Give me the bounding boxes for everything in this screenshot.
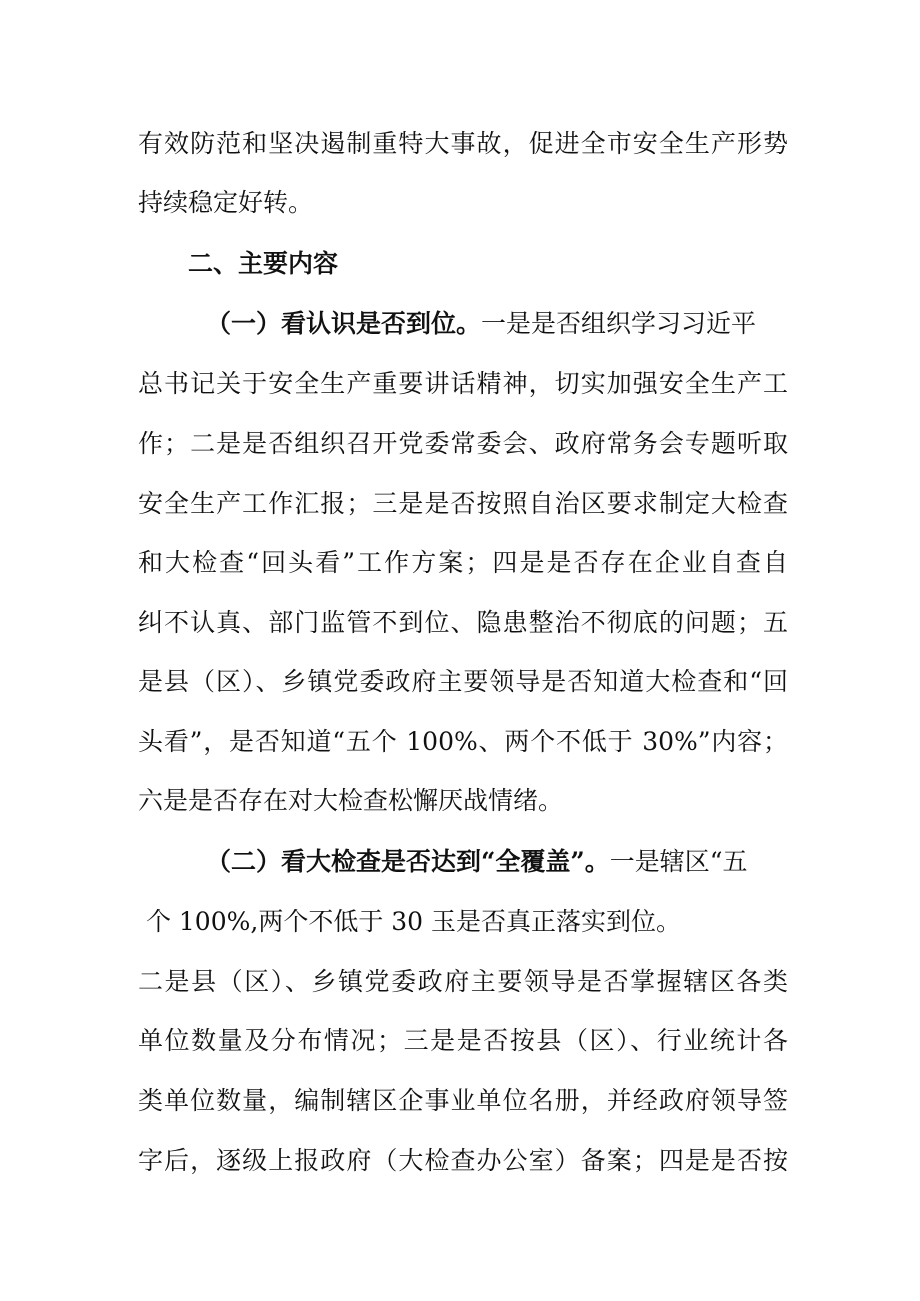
- paragraph-line: 作；二是是否组织召开党委常委会、政府常务会专题听取: [138, 429, 788, 458]
- paragraph-line: 二是县（区）、乡镇党委政府主要领导是否掌握辖区各类: [138, 967, 788, 996]
- paragraph-line: 持续稳定好转。: [138, 188, 314, 217]
- paragraph-line: 六是是否存在对大检查松懈厌战情绪。: [138, 786, 564, 815]
- section-2-first-line-rest: 一是辖区“五: [609, 847, 748, 876]
- section-1-title: （一）看认识是否到位。: [206, 309, 482, 338]
- paragraph-line: 是县（区）、乡镇党委政府主要领导是否知道大检查和“回: [138, 667, 788, 696]
- paragraph-line: 单位数量及分布情况；三是是否按县（区）、行业统计各: [138, 1026, 788, 1055]
- paragraph-line: 安全生产工作汇报；三是是否按照自治区要求制定大检查: [138, 489, 788, 518]
- paragraph-line: 字后，逐级上报政府（大检查办公室）备案；四是是否按: [138, 1146, 788, 1175]
- section-1-first-line: [206, 304, 788, 344]
- section-heading: 二、主要内容: [188, 249, 339, 278]
- section-2-title: （二）看大检查是否达到“全覆盖”。: [206, 847, 610, 876]
- section-1-first-line-rest: 一是是否组织学习习近平: [481, 309, 757, 338]
- paragraph-line: 个 100%,两个不低于 30 玉是否真正落实到位。: [138, 907, 682, 936]
- paragraph-line: 总书记关于安全生产重要讲话精神，切实加强安全生产工: [138, 369, 788, 398]
- paragraph-line: 头看”，是否知道“五个 100%、两个不低于 30%”内容；: [138, 727, 788, 756]
- paragraph-line: 纠不认真、部门监管不到位、隐患整治不彻底的问题；五: [138, 608, 788, 637]
- section-2-first-line: [206, 842, 788, 882]
- paragraph-line: 类单位数量，编制辖区企事业单位名册，并经政府领导签: [138, 1086, 788, 1115]
- paragraph-line: 有效防范和坚决遏制重特大事故，促进全市安全生产形势: [138, 129, 788, 158]
- paragraph-line: 和大检查“回头看”工作方案；四是是否存在企业自查自: [138, 548, 788, 577]
